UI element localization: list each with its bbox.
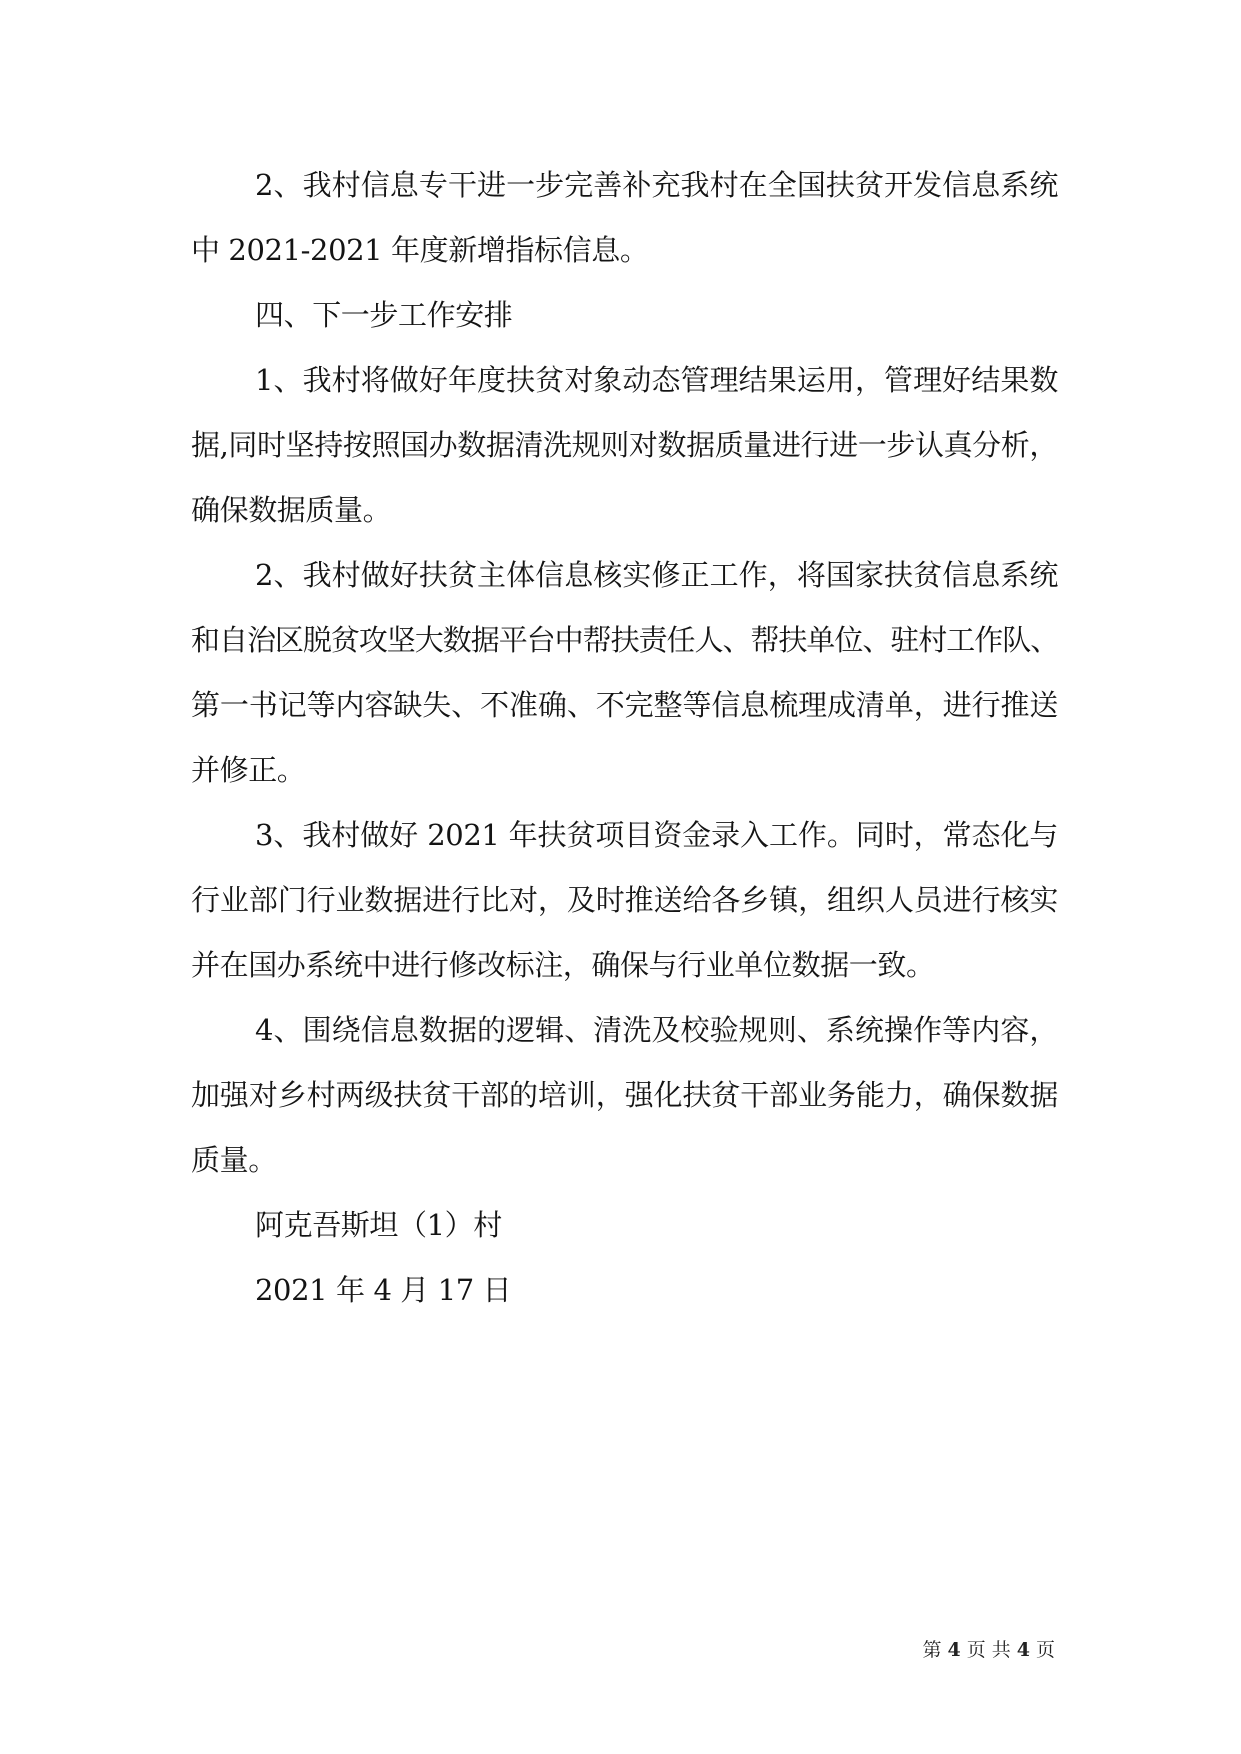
paragraph-line: 并修正。 — [191, 753, 306, 787]
page-footer — [919, 1638, 1058, 1662]
paragraph-line: 行业部门行业数据进行比对，及时推送给各乡镇，组织人员进行核实 — [191, 883, 1058, 917]
paragraph — [191, 803, 1058, 998]
paragraph — [191, 348, 1058, 543]
section-heading-text: 四、下一步工作安排 — [255, 298, 513, 332]
footer-label-of: 页 共 — [966, 1639, 1011, 1661]
signature-village: 阿克吾斯坦（1）村 — [255, 1208, 502, 1242]
section-heading — [191, 283, 1058, 348]
paragraph — [191, 998, 1058, 1193]
page-number-current: 4 — [947, 1639, 961, 1661]
document-body — [191, 153, 1058, 1323]
paragraph-line: 据,同时坚持按照国办数据清洗规则对数据质量进行进一步认真分析， — [191, 428, 1058, 462]
page-number-total: 4 — [1016, 1639, 1030, 1661]
paragraph — [191, 153, 1058, 283]
paragraph-line: 和自治区脱贫攻坚大数据平台中帮扶责任人、帮扶单位、驻村工作队、 — [191, 623, 1058, 657]
signature-block — [191, 1193, 1058, 1323]
paragraph-line: 确保数据质量。 — [191, 493, 392, 527]
paragraph-line: 质量。 — [191, 1143, 277, 1177]
paragraph-line: 1、我村将做好年度扶贫对象动态管理结果运用，管理好结果数 — [255, 363, 1058, 397]
paragraph — [191, 543, 1058, 803]
paragraph-line: 加强对乡村两级扶贫干部的培训，强化扶贫干部业务能力，确保数据 — [191, 1078, 1058, 1112]
footer-label-end: 页 — [1035, 1639, 1055, 1661]
paragraph-line: 2、我村做好扶贫主体信息核实修正工作，将国家扶贫信息系统 — [255, 558, 1058, 592]
paragraph-line: 第一书记等内容缺失、不准确、不完整等信息梳理成清单，进行推送 — [191, 688, 1058, 722]
paragraph-line: 中 2021-2021 年度新增指标信息。 — [191, 233, 649, 267]
signature-date: 2021 年 4 月 17 日 — [255, 1273, 512, 1307]
paragraph-line: 3、我村做好 2021 年扶贫项目资金录入工作。同时，常态化与 — [255, 818, 1058, 852]
paragraph-line: 4、围绕信息数据的逻辑、清洗及校验规则、系统操作等内容， — [255, 1013, 1058, 1047]
footer-label-page: 第 — [922, 1639, 942, 1661]
paragraph-line: 并在国办系统中进行修改标注，确保与行业单位数据一致。 — [191, 948, 935, 982]
paragraph-line: 2、我村信息专干进一步完善补充我村在全国扶贫开发信息系统 — [255, 168, 1058, 202]
